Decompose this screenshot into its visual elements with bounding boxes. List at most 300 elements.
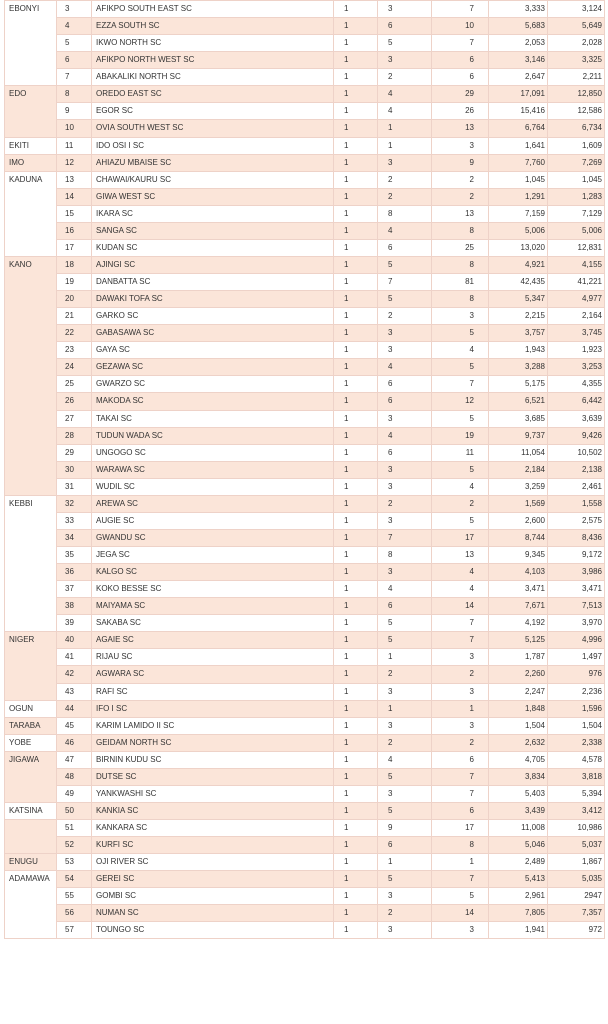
sc-name-cell: WARAWA SC (92, 461, 334, 478)
serial-number-cell: 31 (57, 478, 92, 495)
serial-number-cell: 23 (57, 342, 92, 359)
table-row (5, 888, 605, 905)
sc-name-cell: EZZA SOUTH SC (92, 18, 334, 35)
table-row (5, 683, 605, 700)
value-col-e-cell: 41,221 (548, 274, 605, 291)
serial-number-cell: 22 (57, 325, 92, 342)
value-col-b-cell: 6 (378, 837, 432, 854)
sc-name-cell: AFIKPO SOUTH EAST SC (92, 1, 334, 18)
value-col-b-cell: 3 (378, 564, 432, 581)
value-col-b-cell: 3 (378, 888, 432, 905)
serial-number-cell: 37 (57, 581, 92, 598)
value-col-b-cell: 4 (378, 751, 432, 768)
table-row (5, 905, 605, 922)
value-col-d-cell: 11,008 (489, 820, 548, 837)
value-col-a-cell: 1 (334, 547, 378, 564)
value-col-b-cell: 1 (378, 854, 432, 871)
value-col-d-cell: 2,600 (489, 512, 548, 529)
value-col-c-cell: 4 (432, 342, 489, 359)
table-row (5, 69, 605, 86)
value-col-b-cell: 8 (378, 547, 432, 564)
value-col-b-cell: 5 (378, 768, 432, 785)
sc-name-cell: OREDO EAST SC (92, 86, 334, 103)
state-cell: NIGER (5, 632, 57, 700)
value-col-d-cell: 3,146 (489, 52, 548, 69)
value-col-b-cell: 5 (378, 291, 432, 308)
serial-number-cell: 50 (57, 802, 92, 819)
value-col-c-cell: 3 (432, 683, 489, 700)
value-col-e-cell: 1,609 (548, 137, 605, 154)
value-col-b-cell: 5 (378, 802, 432, 819)
value-col-d-cell: 15,416 (489, 103, 548, 120)
value-col-a-cell: 1 (334, 785, 378, 802)
value-col-c-cell: 5 (432, 359, 489, 376)
sc-name-cell: GOMBI SC (92, 888, 334, 905)
value-col-b-cell: 1 (378, 649, 432, 666)
value-col-d-cell: 4,921 (489, 256, 548, 273)
value-col-e-cell: 5,035 (548, 871, 605, 888)
value-col-c-cell: 8 (432, 291, 489, 308)
serial-number-cell: 17 (57, 239, 92, 256)
value-col-d-cell: 5,006 (489, 222, 548, 239)
value-col-e-cell: 1,504 (548, 717, 605, 734)
table-row (5, 854, 605, 871)
table-row (5, 359, 605, 376)
serial-number-cell: 9 (57, 103, 92, 120)
value-col-e-cell: 2,461 (548, 478, 605, 495)
value-col-e-cell: 2,211 (548, 69, 605, 86)
value-col-c-cell: 6 (432, 52, 489, 69)
table-row (5, 291, 605, 308)
value-col-c-cell: 26 (432, 103, 489, 120)
serial-number-cell: 39 (57, 615, 92, 632)
value-col-e-cell: 2,138 (548, 461, 605, 478)
state-cell: IMO (5, 154, 57, 171)
sc-name-cell: AFIKPO NORTH WEST SC (92, 52, 334, 69)
serial-number-cell: 56 (57, 905, 92, 922)
value-col-c-cell: 14 (432, 905, 489, 922)
value-col-c-cell: 4 (432, 478, 489, 495)
value-col-a-cell: 1 (334, 888, 378, 905)
table-row (5, 444, 605, 461)
value-col-a-cell: 1 (334, 444, 378, 461)
value-col-a-cell: 1 (334, 666, 378, 683)
serial-number-cell: 52 (57, 837, 92, 854)
sc-name-cell: IFO I SC (92, 700, 334, 717)
sc-name-cell: OJI RIVER SC (92, 854, 334, 871)
serial-number-cell: 55 (57, 888, 92, 905)
value-col-e-cell: 7,129 (548, 205, 605, 222)
value-col-a-cell: 1 (334, 393, 378, 410)
serial-number-cell: 3 (57, 1, 92, 18)
table-row (5, 410, 605, 427)
value-col-a-cell: 1 (334, 495, 378, 512)
value-col-b-cell: 1 (378, 700, 432, 717)
serial-number-cell: 7 (57, 69, 92, 86)
sc-name-cell: GAYA SC (92, 342, 334, 359)
value-col-b-cell: 2 (378, 69, 432, 86)
serial-number-cell: 29 (57, 444, 92, 461)
value-col-c-cell: 7 (432, 785, 489, 802)
sc-name-cell: GEREI SC (92, 871, 334, 888)
table-row (5, 137, 605, 154)
value-col-b-cell: 5 (378, 256, 432, 273)
value-col-d-cell: 9,345 (489, 547, 548, 564)
serial-number-cell: 46 (57, 734, 92, 751)
value-col-b-cell: 2 (378, 171, 432, 188)
value-col-b-cell: 4 (378, 222, 432, 239)
sc-name-cell: GARKO SC (92, 308, 334, 325)
serial-number-cell: 43 (57, 683, 92, 700)
value-col-b-cell: 2 (378, 308, 432, 325)
value-col-c-cell: 1 (432, 700, 489, 717)
serial-number-cell: 11 (57, 137, 92, 154)
value-col-e-cell: 5,037 (548, 837, 605, 854)
value-col-d-cell: 4,103 (489, 564, 548, 581)
value-col-e-cell: 5,006 (548, 222, 605, 239)
value-col-b-cell: 7 (378, 274, 432, 291)
value-col-c-cell: 7 (432, 871, 489, 888)
value-col-d-cell: 3,333 (489, 1, 548, 18)
table-row (5, 700, 605, 717)
value-col-e-cell: 1,558 (548, 495, 605, 512)
value-col-b-cell: 4 (378, 427, 432, 444)
value-col-e-cell: 1,867 (548, 854, 605, 871)
sc-name-cell: ABAKALIKI NORTH SC (92, 69, 334, 86)
value-col-d-cell: 7,159 (489, 205, 548, 222)
sc-name-cell: GABASAWA SC (92, 325, 334, 342)
value-col-b-cell: 3 (378, 410, 432, 427)
value-col-a-cell: 1 (334, 222, 378, 239)
value-col-e-cell: 8,436 (548, 529, 605, 546)
value-col-c-cell: 4 (432, 564, 489, 581)
value-col-d-cell: 9,737 (489, 427, 548, 444)
table-row (5, 52, 605, 69)
serial-number-cell: 19 (57, 274, 92, 291)
value-col-d-cell: 2,247 (489, 683, 548, 700)
value-col-e-cell: 1,596 (548, 700, 605, 717)
value-col-e-cell: 10,502 (548, 444, 605, 461)
value-col-a-cell: 1 (334, 171, 378, 188)
table-row (5, 256, 605, 273)
serial-number-cell: 12 (57, 154, 92, 171)
value-col-c-cell: 7 (432, 376, 489, 393)
value-col-b-cell: 3 (378, 478, 432, 495)
table-row (5, 35, 605, 52)
serial-number-cell: 34 (57, 529, 92, 546)
sc-name-cell: AJINGI SC (92, 256, 334, 273)
table-row (5, 495, 605, 512)
state-cell: TARABA (5, 717, 57, 734)
value-col-e-cell: 12,831 (548, 239, 605, 256)
value-col-c-cell: 17 (432, 820, 489, 837)
value-col-a-cell: 1 (334, 683, 378, 700)
serial-number-cell: 44 (57, 700, 92, 717)
serial-number-cell: 28 (57, 427, 92, 444)
sc-name-cell: KUDAN SC (92, 239, 334, 256)
table-row (5, 734, 605, 751)
value-col-c-cell: 3 (432, 649, 489, 666)
sc-name-cell: TUDUN WADA SC (92, 427, 334, 444)
table-row (5, 598, 605, 615)
value-col-d-cell: 3,834 (489, 768, 548, 785)
value-col-d-cell: 3,288 (489, 359, 548, 376)
value-col-c-cell: 81 (432, 274, 489, 291)
sc-name-cell: TAKAI SC (92, 410, 334, 427)
value-col-b-cell: 3 (378, 717, 432, 734)
table-row (5, 547, 605, 564)
value-col-e-cell: 3,124 (548, 1, 605, 18)
sc-name-cell: KURFI SC (92, 837, 334, 854)
serial-number-cell: 48 (57, 768, 92, 785)
state-cell: KATSINA (5, 802, 57, 819)
value-col-d-cell: 3,439 (489, 802, 548, 819)
state-cell: ENUGU (5, 854, 57, 871)
value-col-e-cell: 1,283 (548, 188, 605, 205)
value-col-d-cell: 5,683 (489, 18, 548, 35)
value-col-a-cell: 1 (334, 768, 378, 785)
value-col-d-cell: 2,632 (489, 734, 548, 751)
value-col-c-cell: 6 (432, 69, 489, 86)
value-col-a-cell: 1 (334, 461, 378, 478)
value-col-c-cell: 14 (432, 598, 489, 615)
value-col-a-cell: 1 (334, 325, 378, 342)
value-col-d-cell: 13,020 (489, 239, 548, 256)
sc-name-cell: OVIA SOUTH WEST SC (92, 120, 334, 137)
value-col-c-cell: 7 (432, 1, 489, 18)
value-col-c-cell: 8 (432, 222, 489, 239)
value-col-a-cell: 1 (334, 18, 378, 35)
value-col-c-cell: 5 (432, 512, 489, 529)
serial-number-cell: 45 (57, 717, 92, 734)
serial-number-cell: 33 (57, 512, 92, 529)
value-col-a-cell: 1 (334, 717, 378, 734)
value-col-b-cell: 2 (378, 666, 432, 683)
value-col-b-cell: 3 (378, 342, 432, 359)
value-col-d-cell: 3,471 (489, 581, 548, 598)
value-col-c-cell: 29 (432, 86, 489, 103)
value-col-b-cell: 6 (378, 393, 432, 410)
sc-name-cell: KOKO BESSE SC (92, 581, 334, 598)
value-col-a-cell: 1 (334, 751, 378, 768)
value-col-e-cell: 5,394 (548, 785, 605, 802)
value-col-d-cell: 17,091 (489, 86, 548, 103)
table-row (5, 837, 605, 854)
value-col-b-cell: 6 (378, 376, 432, 393)
value-col-e-cell: 10,986 (548, 820, 605, 837)
value-col-c-cell: 2 (432, 171, 489, 188)
sc-name-cell: KANKARA SC (92, 820, 334, 837)
state-cell: ADAMAWA (5, 871, 57, 939)
value-col-b-cell: 8 (378, 205, 432, 222)
sc-name-cell: GWARZO SC (92, 376, 334, 393)
value-col-a-cell: 1 (334, 922, 378, 939)
value-col-a-cell: 1 (334, 291, 378, 308)
table-row (5, 802, 605, 819)
value-col-e-cell: 4,155 (548, 256, 605, 273)
value-col-b-cell: 2 (378, 734, 432, 751)
value-col-d-cell: 42,435 (489, 274, 548, 291)
value-col-d-cell: 2,053 (489, 35, 548, 52)
serial-number-cell: 49 (57, 785, 92, 802)
value-col-d-cell: 1,045 (489, 171, 548, 188)
value-col-d-cell: 4,705 (489, 751, 548, 768)
value-col-c-cell: 3 (432, 308, 489, 325)
value-col-e-cell: 7,357 (548, 905, 605, 922)
value-col-e-cell: 3,986 (548, 564, 605, 581)
table-row (5, 239, 605, 256)
serial-number-cell: 10 (57, 120, 92, 137)
value-col-b-cell: 3 (378, 461, 432, 478)
state-cell: KEBBI (5, 495, 57, 632)
table-row (5, 427, 605, 444)
sc-name-cell: IDO OSI I SC (92, 137, 334, 154)
value-col-a-cell: 1 (334, 615, 378, 632)
sc-name-cell: IKWO NORTH SC (92, 35, 334, 52)
value-col-a-cell: 1 (334, 120, 378, 137)
value-col-e-cell: 3,639 (548, 410, 605, 427)
serial-number-cell: 51 (57, 820, 92, 837)
value-col-d-cell: 5,046 (489, 837, 548, 854)
value-col-d-cell: 2,961 (489, 888, 548, 905)
sc-name-cell: GEIDAM NORTH SC (92, 734, 334, 751)
value-col-a-cell: 1 (334, 564, 378, 581)
serial-number-cell: 40 (57, 632, 92, 649)
serial-number-cell: 5 (57, 35, 92, 52)
value-col-d-cell: 2,647 (489, 69, 548, 86)
value-col-d-cell: 1,291 (489, 188, 548, 205)
value-col-b-cell: 5 (378, 35, 432, 52)
value-col-b-cell: 5 (378, 871, 432, 888)
serial-number-cell: 54 (57, 871, 92, 888)
value-col-b-cell: 4 (378, 359, 432, 376)
table-row (5, 820, 605, 837)
value-col-e-cell: 3,253 (548, 359, 605, 376)
value-col-c-cell: 5 (432, 325, 489, 342)
value-col-e-cell: 2,338 (548, 734, 605, 751)
table-row (5, 325, 605, 342)
value-col-a-cell: 1 (334, 529, 378, 546)
value-col-d-cell: 11,054 (489, 444, 548, 461)
state-cell: YOBE (5, 734, 57, 751)
serial-number-cell: 16 (57, 222, 92, 239)
value-col-c-cell: 25 (432, 239, 489, 256)
value-col-b-cell: 5 (378, 632, 432, 649)
sc-name-cell: SAKABA SC (92, 615, 334, 632)
value-col-c-cell: 5 (432, 410, 489, 427)
value-col-e-cell: 3,970 (548, 615, 605, 632)
value-col-e-cell: 9,426 (548, 427, 605, 444)
value-col-b-cell: 5 (378, 615, 432, 632)
value-col-c-cell: 13 (432, 547, 489, 564)
value-col-b-cell: 6 (378, 444, 432, 461)
value-col-d-cell: 3,259 (489, 478, 548, 495)
value-col-a-cell: 1 (334, 905, 378, 922)
value-col-e-cell: 3,745 (548, 325, 605, 342)
sc-name-cell: RAFI SC (92, 683, 334, 700)
value-col-a-cell: 1 (334, 871, 378, 888)
value-col-c-cell: 7 (432, 35, 489, 52)
value-col-b-cell: 4 (378, 86, 432, 103)
value-col-e-cell: 7,269 (548, 154, 605, 171)
value-col-e-cell: 7,513 (548, 598, 605, 615)
table-row (5, 376, 605, 393)
sc-name-cell: KANKIA SC (92, 802, 334, 819)
table-row (5, 581, 605, 598)
value-col-a-cell: 1 (334, 342, 378, 359)
value-col-d-cell: 2,260 (489, 666, 548, 683)
sc-name-cell: WUDIL SC (92, 478, 334, 495)
value-col-b-cell: 9 (378, 820, 432, 837)
value-col-b-cell: 7 (378, 529, 432, 546)
value-col-e-cell: 2,164 (548, 308, 605, 325)
sc-name-cell: AUGIE SC (92, 512, 334, 529)
value-col-a-cell: 1 (334, 205, 378, 222)
table-row (5, 564, 605, 581)
value-col-d-cell: 7,671 (489, 598, 548, 615)
value-col-b-cell: 4 (378, 581, 432, 598)
value-col-b-cell: 6 (378, 598, 432, 615)
value-col-e-cell: 976 (548, 666, 605, 683)
value-col-c-cell: 3 (432, 717, 489, 734)
value-col-d-cell: 1,504 (489, 717, 548, 734)
state-cell: EBONYI (5, 1, 57, 86)
value-col-b-cell: 3 (378, 1, 432, 18)
value-col-d-cell: 5,413 (489, 871, 548, 888)
table-row (5, 512, 605, 529)
value-col-e-cell: 4,578 (548, 751, 605, 768)
value-col-a-cell: 1 (334, 69, 378, 86)
value-col-c-cell: 5 (432, 461, 489, 478)
value-col-c-cell: 6 (432, 802, 489, 819)
value-col-a-cell: 1 (334, 35, 378, 52)
value-col-a-cell: 1 (334, 154, 378, 171)
value-col-d-cell: 7,805 (489, 905, 548, 922)
value-col-a-cell: 1 (334, 581, 378, 598)
sc-name-cell: RIJAU SC (92, 649, 334, 666)
value-col-b-cell: 6 (378, 239, 432, 256)
value-col-e-cell: 1,497 (548, 649, 605, 666)
value-col-d-cell: 5,125 (489, 632, 548, 649)
value-col-d-cell: 6,521 (489, 393, 548, 410)
table-row (5, 308, 605, 325)
serial-number-cell: 35 (57, 547, 92, 564)
value-col-d-cell: 2,184 (489, 461, 548, 478)
value-col-a-cell: 1 (334, 1, 378, 18)
value-col-a-cell: 1 (334, 598, 378, 615)
value-col-c-cell: 7 (432, 632, 489, 649)
value-col-d-cell: 5,347 (489, 291, 548, 308)
value-col-c-cell: 3 (432, 137, 489, 154)
value-col-a-cell: 1 (334, 103, 378, 120)
serial-number-cell: 21 (57, 308, 92, 325)
table-row (5, 171, 605, 188)
value-col-e-cell: 1,045 (548, 171, 605, 188)
value-col-d-cell: 5,403 (489, 785, 548, 802)
sc-name-cell: CHAWAI/KAURU SC (92, 171, 334, 188)
value-col-c-cell: 4 (432, 581, 489, 598)
value-col-e-cell: 12,586 (548, 103, 605, 120)
value-col-c-cell: 8 (432, 837, 489, 854)
value-col-e-cell: 1,923 (548, 342, 605, 359)
serial-number-cell: 36 (57, 564, 92, 581)
value-col-c-cell: 13 (432, 205, 489, 222)
sc-name-cell: EGOR SC (92, 103, 334, 120)
sc-name-cell: TOUNGO SC (92, 922, 334, 939)
sc-name-cell: DAWAKI TOFA SC (92, 291, 334, 308)
sc-name-cell: YANKWASHI SC (92, 785, 334, 802)
sc-name-cell: UNGOGO SC (92, 444, 334, 461)
